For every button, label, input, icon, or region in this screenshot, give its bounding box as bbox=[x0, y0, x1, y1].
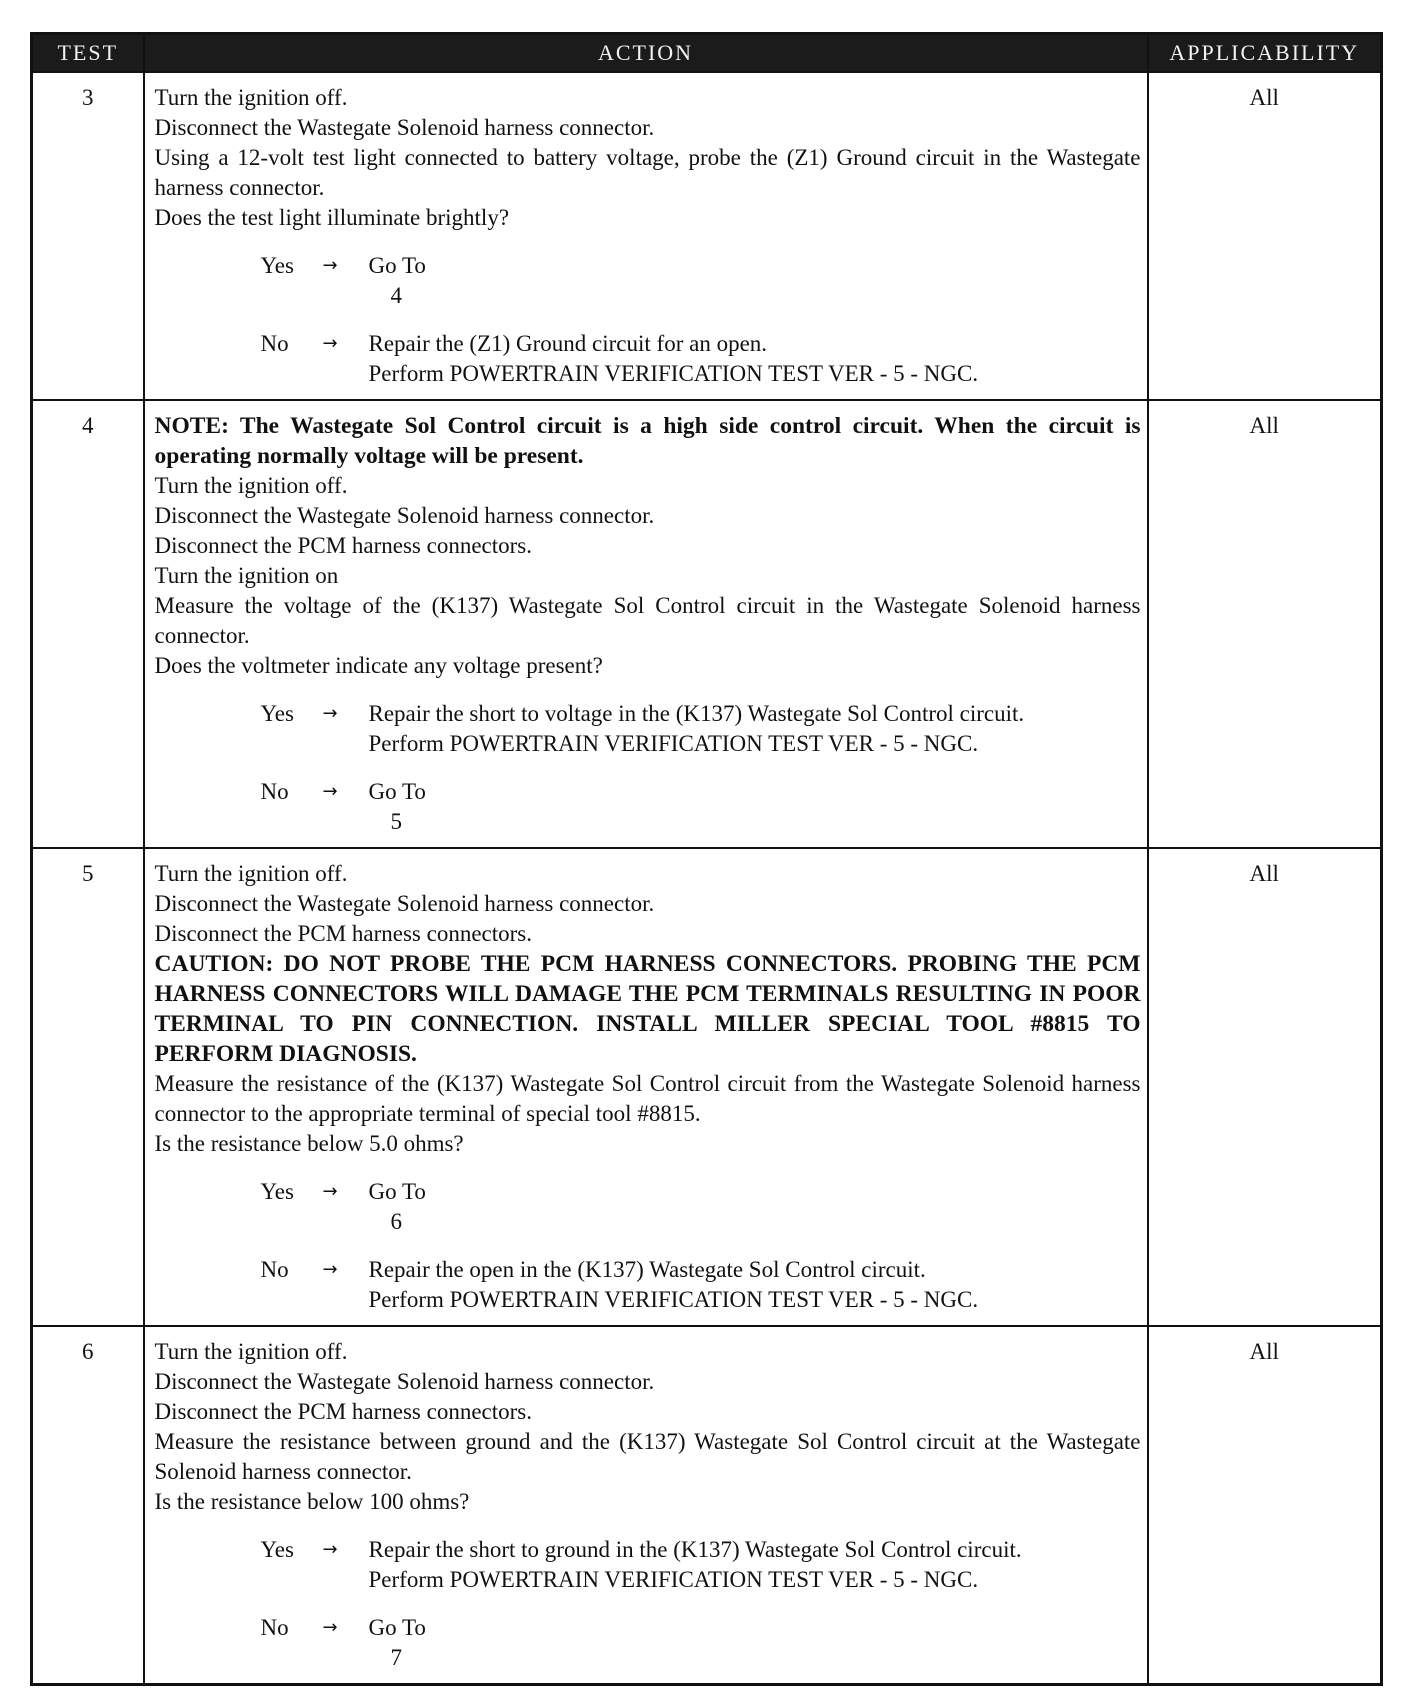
outcome-no bbox=[261, 329, 1141, 389]
outcome-result bbox=[369, 777, 1141, 837]
applicability-value: All bbox=[1148, 72, 1382, 400]
arrow-icon: → bbox=[322, 1539, 338, 1560]
table-row bbox=[32, 400, 1382, 848]
arrow-icon: → bbox=[322, 781, 338, 802]
action-line: Turn the ignition off. bbox=[154, 861, 348, 886]
action-cell bbox=[144, 848, 1148, 1326]
goto-text: Go To bbox=[368, 253, 426, 278]
outcome-result bbox=[369, 1255, 1141, 1315]
arrow-icon: → bbox=[322, 255, 338, 276]
action-line: Disconnect the PCM harness connectors. bbox=[154, 921, 533, 946]
outcomes bbox=[155, 699, 1141, 837]
outcome-result bbox=[369, 1535, 1141, 1595]
result-line: Perform POWERTRAIN VERIFICATION TEST VER - 5 - NGC. bbox=[368, 731, 979, 756]
header-test: TEST bbox=[32, 34, 144, 73]
outcome-label: No bbox=[260, 779, 289, 804]
applicability-value: All bbox=[1148, 400, 1382, 848]
caution-text: CAUTION: DO NOT PROBE THE PCM HARNESS CONNECTORS. PROBING THE PCM HARNESS CONNECTORS WILL DAMAGE THE PCM TERMINALS RESULTING IN POOR TERMINAL TO PIN CONNECTION. INSTALL MILLER SPECIAL TOOL #8815 TO PERFORM DIAGNOSIS. bbox=[154, 951, 1141, 1067]
outcomes bbox=[155, 1535, 1141, 1673]
table-row bbox=[32, 72, 1382, 400]
result-line: Repair the short to ground in the (K137) Wastegate Sol Control circuit. bbox=[368, 1537, 1022, 1562]
arrow-icon: → bbox=[322, 1617, 338, 1638]
action-line: Turn the ignition off. bbox=[154, 85, 348, 110]
outcome-no bbox=[261, 1255, 1141, 1315]
goto-text: Go To bbox=[368, 1615, 426, 1640]
test-number: 3 bbox=[32, 72, 144, 400]
outcome-label: Yes bbox=[260, 701, 294, 726]
outcomes bbox=[155, 1177, 1141, 1315]
action-line: Measure the resistance of the (K137) Wastegate Sol Control circuit from the Wastegate Solenoid harness connector to the appropriate terminal of special tool #8815. bbox=[154, 1071, 1141, 1126]
table-header-row bbox=[32, 34, 1382, 73]
action-line: Measure the resistance between ground and the (K137) Wastegate Sol Control circuit at the Wastegate Solenoid harness connector. bbox=[154, 1429, 1141, 1484]
outcome-no bbox=[261, 777, 1141, 837]
outcome-label: No bbox=[260, 1615, 289, 1640]
action-line: Using a 12-volt test light connected to battery voltage, probe the (Z1) Ground circuit in the Wastegate harness connector. bbox=[154, 145, 1141, 200]
action-question: Does the voltmeter indicate any voltage present? bbox=[154, 653, 603, 678]
goto-number: 5 bbox=[390, 809, 402, 834]
outcome-yes bbox=[261, 1535, 1141, 1595]
goto-number: 7 bbox=[390, 1645, 402, 1670]
outcome-label: Yes bbox=[260, 1537, 294, 1562]
action-line: Disconnect the Wastegate Solenoid harness connector. bbox=[154, 1369, 655, 1394]
arrow-icon: → bbox=[322, 1181, 338, 1202]
action-question: Is the resistance below 5.0 ohms? bbox=[154, 1131, 464, 1156]
applicability-value: All bbox=[1148, 1326, 1382, 1685]
outcome-label: No bbox=[260, 331, 289, 356]
action-line: Disconnect the Wastegate Solenoid harness connector. bbox=[154, 891, 655, 916]
diagnostic-test-table bbox=[30, 32, 1383, 1686]
action-line: Turn the ignition off. bbox=[154, 1339, 348, 1364]
header-action: ACTION bbox=[144, 34, 1148, 73]
note-text: NOTE: The Wastegate Sol Control circuit is a high side control circuit. When the circuit is operating normally voltage will be present. bbox=[154, 413, 1141, 469]
action-line: Turn the ignition off. bbox=[154, 473, 348, 498]
result-line: Repair the open in the (K137) Wastegate Sol Control circuit. bbox=[368, 1257, 926, 1282]
action-line: Disconnect the PCM harness connectors. bbox=[154, 533, 533, 558]
result-line: Perform POWERTRAIN VERIFICATION TEST VER - 5 - NGC. bbox=[368, 1287, 979, 1312]
outcome-result bbox=[369, 251, 1141, 311]
test-number: 4 bbox=[32, 400, 144, 848]
result-line: Perform POWERTRAIN VERIFICATION TEST VER - 5 - NGC. bbox=[368, 361, 979, 386]
outcome-no bbox=[261, 1613, 1141, 1673]
action-line: Measure the voltage of the (K137) Wastegate Sol Control circuit in the Wastegate Solenoid harness connector. bbox=[154, 593, 1141, 648]
outcome-result bbox=[369, 329, 1141, 389]
outcome-yes bbox=[261, 1177, 1141, 1237]
outcomes bbox=[155, 251, 1141, 389]
result-line: Perform POWERTRAIN VERIFICATION TEST VER - 5 - NGC. bbox=[368, 1567, 979, 1592]
result-line: Repair the (Z1) Ground circuit for an open. bbox=[368, 331, 768, 356]
goto-text: Go To bbox=[368, 779, 426, 804]
outcome-yes bbox=[261, 699, 1141, 759]
table-row bbox=[32, 848, 1382, 1326]
action-question: Does the test light illuminate brightly? bbox=[154, 205, 510, 230]
test-number: 5 bbox=[32, 848, 144, 1326]
arrow-icon: → bbox=[322, 333, 338, 354]
goto-text: Go To bbox=[368, 1179, 426, 1204]
test-number: 6 bbox=[32, 1326, 144, 1685]
action-cell bbox=[144, 72, 1148, 400]
goto-number: 4 bbox=[390, 283, 402, 308]
action-cell bbox=[144, 400, 1148, 848]
goto-number: 6 bbox=[390, 1209, 402, 1234]
outcome-label: No bbox=[260, 1257, 289, 1282]
action-line: Disconnect the Wastegate Solenoid harness connector. bbox=[154, 115, 655, 140]
applicability-value: All bbox=[1148, 848, 1382, 1326]
outcome-result bbox=[369, 1177, 1141, 1237]
action-line: Disconnect the Wastegate Solenoid harness connector. bbox=[154, 503, 655, 528]
action-line: Turn the ignition on bbox=[154, 563, 339, 588]
outcome-yes bbox=[261, 251, 1141, 311]
header-applicability: APPLICABILITY bbox=[1148, 34, 1382, 73]
action-cell bbox=[144, 1326, 1148, 1685]
result-line: Repair the short to voltage in the (K137) Wastegate Sol Control circuit. bbox=[368, 701, 1025, 726]
action-question: Is the resistance below 100 ohms? bbox=[154, 1489, 470, 1514]
arrow-icon: → bbox=[322, 703, 338, 724]
outcome-result bbox=[369, 699, 1141, 759]
table-row bbox=[32, 1326, 1382, 1685]
action-line: Disconnect the PCM harness connectors. bbox=[154, 1399, 533, 1424]
outcome-label: Yes bbox=[260, 1179, 294, 1204]
outcome-label: Yes bbox=[260, 253, 294, 278]
outcome-result bbox=[369, 1613, 1141, 1673]
arrow-icon: → bbox=[322, 1259, 338, 1280]
